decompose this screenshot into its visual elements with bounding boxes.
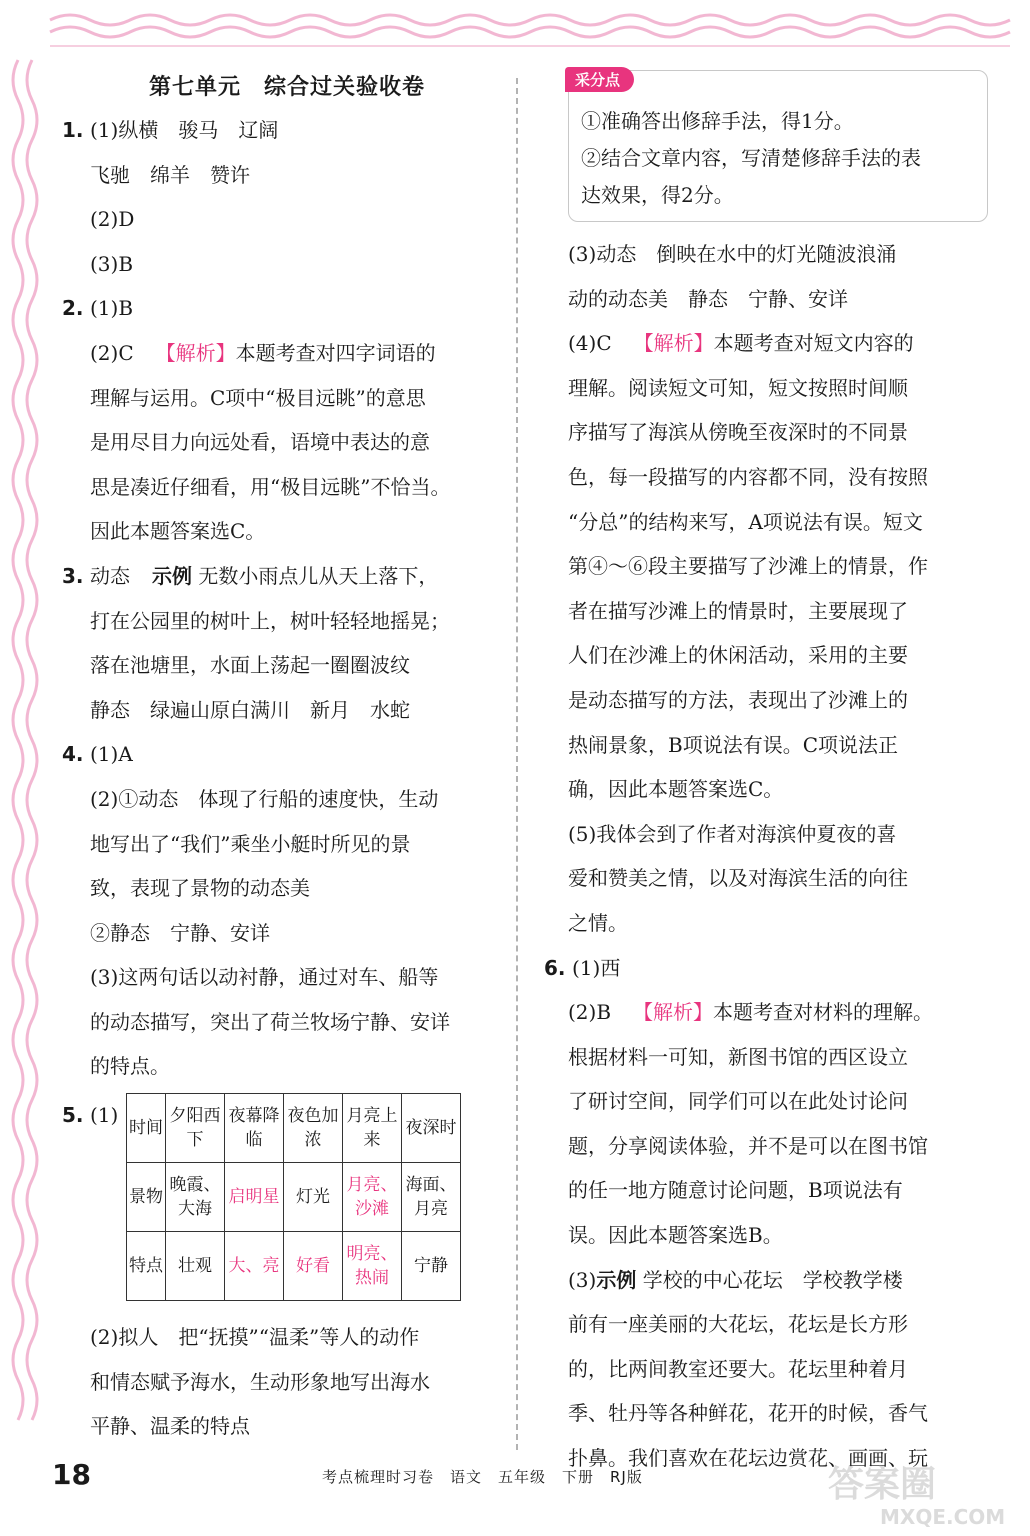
table-cell: 夜深时 xyxy=(402,1094,461,1163)
table-cell: 景物 xyxy=(127,1163,166,1232)
table-cell: 月亮、沙滩 xyxy=(343,1163,402,1232)
book-info: 考点梳理时习卷 语文 五年级 下册 RJ版 xyxy=(322,1468,643,1486)
q6-line: 根据材料一可知，新图书馆的西区设立 xyxy=(568,1044,908,1069)
q2-line: 因此本题答案选C。 xyxy=(90,519,266,544)
q1-line: 1. (1)纵横 骏马 辽阔 xyxy=(62,118,279,142)
q1-line: (3)B xyxy=(90,251,134,276)
q4-line: (2)①动态 体现了行船的速度快，生动 xyxy=(90,786,439,811)
q6-line: 误。因此本题答案选B。 xyxy=(568,1223,783,1248)
q6-line: 扑鼻。我们喜欢在花坛边赏花、画画、玩 xyxy=(568,1446,928,1471)
table-cell: 晚霞、大海 xyxy=(166,1163,225,1232)
q5-line: 动的动态美 静态 宁静、安详 xyxy=(568,286,848,311)
q5-line: (5)我体会到了作者对海滨仲夏夜的喜 xyxy=(568,821,897,846)
right-column xyxy=(544,68,988,1481)
q3-line: 落在池塘里，水面上荡起一圈圈波纹 xyxy=(90,653,410,678)
table-row xyxy=(127,1094,461,1163)
table-cell: 大、亮 xyxy=(225,1232,284,1301)
score-line: ①准确答出修辞手法，得1分。 xyxy=(581,109,854,133)
q4-line: 致，表现了景物的动态美 xyxy=(90,876,310,901)
q2-line: 思是凑近仔细看，用“极目远眺”不恰当。 xyxy=(90,474,451,499)
q6-line: 的任一地方随意讨论问题，B项说法有 xyxy=(568,1178,903,1203)
q2-line: (2)C 【解析】本题考查对四字词语的 xyxy=(90,340,436,365)
watermark-site: MXQE.COM xyxy=(880,1505,1006,1529)
q5-line: (4)C 【解析】本题考查对短文内容的 xyxy=(568,331,914,356)
q5-line: 确，因此本题答案选C。 xyxy=(568,777,784,802)
q5-line: 色，每一段描写的内容都不同，没有按照 xyxy=(568,464,928,489)
q2-line: 是用尽目力向远处看，语境中表达的意 xyxy=(90,430,430,455)
score-line: ②结合文章内容，写清楚修辞手法的表 xyxy=(581,146,921,170)
left-wave-decoration xyxy=(0,0,56,1536)
q6-line: 季、牡丹等各种鲜花，花开的时候，香气 xyxy=(568,1401,928,1426)
table-cell: 月亮上来 xyxy=(343,1094,402,1163)
q5-line: 是动态描写的方法，表现出了沙滩上的 xyxy=(568,687,908,712)
q4-line: 4. (1)A xyxy=(62,742,133,767)
column-divider xyxy=(516,78,518,1450)
q3-line: 静态 绿遍山原白满川 新月 水蛇 xyxy=(90,697,410,722)
analysis-tag: 【解析】 xyxy=(633,331,714,356)
q5-line: “分总”的结构来写，A项说法有误。短文 xyxy=(568,509,923,534)
table-cell: 夜幕降临 xyxy=(225,1094,284,1163)
q6-line: (2)B 【解析】本题考查对材料的理解。 xyxy=(568,1000,934,1025)
table-cell: 启明星 xyxy=(225,1163,284,1232)
watermark-text: 答案圈 xyxy=(828,1464,937,1505)
table-cell: 壮观 xyxy=(166,1232,225,1301)
page-title: 第七单元 综合过关验收卷 xyxy=(148,75,425,100)
analysis-tag: 【解析】 xyxy=(155,340,236,365)
example-tag: 示例 xyxy=(596,1267,637,1292)
table-cell: 好看 xyxy=(284,1232,343,1301)
q5-line: 之情。 xyxy=(568,910,628,935)
q2-line: 2. (1)B xyxy=(62,296,134,321)
q5-line: 爱和赞美之情，以及对海滨生活的向往 xyxy=(568,866,908,891)
q5-line: 者在描写沙滩上的情景时，主要展现了 xyxy=(568,598,908,623)
q6-line: 了研讨空间，同学们可以在此处讨论问 xyxy=(568,1089,908,1114)
q1-line: 飞驰 绵羊 赞许 xyxy=(90,162,250,187)
table-cell: 夕阳西下 xyxy=(166,1094,225,1163)
page-number: 18 xyxy=(52,1458,91,1491)
q5-line: 5. (1) xyxy=(62,1103,119,1128)
q3-line: 3. 动态 示例 无数小雨点儿从天上落下， xyxy=(62,563,439,588)
q5-line: 人们在沙滩上的休闲活动，采用的主要 xyxy=(568,643,908,668)
q5-line: 序描写了海滨从傍晚至夜深时的不同景 xyxy=(568,420,908,445)
table-cell: 特点 xyxy=(127,1232,166,1301)
q5-line: (2)拟人 把“抚摸”“温柔”等人的动作 xyxy=(90,1325,420,1350)
table-cell: 海面、月亮 xyxy=(402,1163,461,1232)
q3-line: 打在公园里的树叶上，树叶轻轻地摇晃； xyxy=(90,608,450,633)
scenery-table xyxy=(126,1093,461,1301)
q6-line: 前有一座美丽的大花坛，花坛是长方形 xyxy=(568,1312,908,1337)
q5-line: 平静、温柔的特点 xyxy=(90,1414,250,1439)
q5-line: (3)动态 倒映在水中的灯光随波浪涌 xyxy=(568,242,897,266)
q5-table-row xyxy=(62,1093,502,1315)
q6-line: (3)示例 学校的中心花坛 学校教学楼 xyxy=(568,1267,903,1292)
q4-line: 地写出了“我们”乘坐小艇时所见的景 xyxy=(90,831,411,856)
table-cell: 灯光 xyxy=(284,1163,343,1232)
table-cell: 时间 xyxy=(127,1094,166,1163)
table-cell: 宁静 xyxy=(402,1232,461,1301)
q4-line: ②静态 宁静、安详 xyxy=(90,920,270,945)
q2-line: 理解与运用。C项中“极目远眺”的意思 xyxy=(90,385,426,410)
watermark-logo xyxy=(820,1452,1025,1532)
table-row xyxy=(127,1232,461,1301)
score-line: 达效果，得2分。 xyxy=(581,183,734,207)
q4-line: 的动态描写，突出了荷兰牧场宁静、安详 xyxy=(90,1009,450,1034)
example-tag: 示例 xyxy=(152,563,192,588)
left-column xyxy=(62,68,502,1449)
q5-line: 第④～⑥段主要描写了沙滩上的情景，作 xyxy=(568,554,928,579)
q6-line: 6. (1)西 xyxy=(544,955,621,980)
score-points-box xyxy=(568,70,988,222)
q6-line: 题，分享阅读体验，并不是可以在图书馆 xyxy=(568,1133,928,1158)
q6-line: 的，比两间教室还要大。花坛里种着月 xyxy=(568,1356,908,1381)
q5-line: 热闹景象，B项说法有误。C项说法正 xyxy=(568,732,898,757)
table-cell: 夜色加浓 xyxy=(284,1094,343,1163)
analysis-tag: 【解析】 xyxy=(633,1000,714,1025)
score-points-label: 采分点 xyxy=(565,67,634,92)
q5-line: 和情态赋予海水，生动形象地写出海水 xyxy=(90,1369,430,1394)
table-cell: 明亮、热闹 xyxy=(343,1232,402,1301)
q4-line: 的特点。 xyxy=(90,1054,170,1079)
q5-line: 理解。阅读短文可知，短文按照时间顺 xyxy=(568,375,908,400)
q4-line: (3)这两句话以动衬静，通过对车、船等 xyxy=(90,965,439,990)
q1-line: (2)D xyxy=(90,207,135,232)
top-wave-decoration xyxy=(0,0,1030,60)
table-row xyxy=(127,1163,461,1232)
